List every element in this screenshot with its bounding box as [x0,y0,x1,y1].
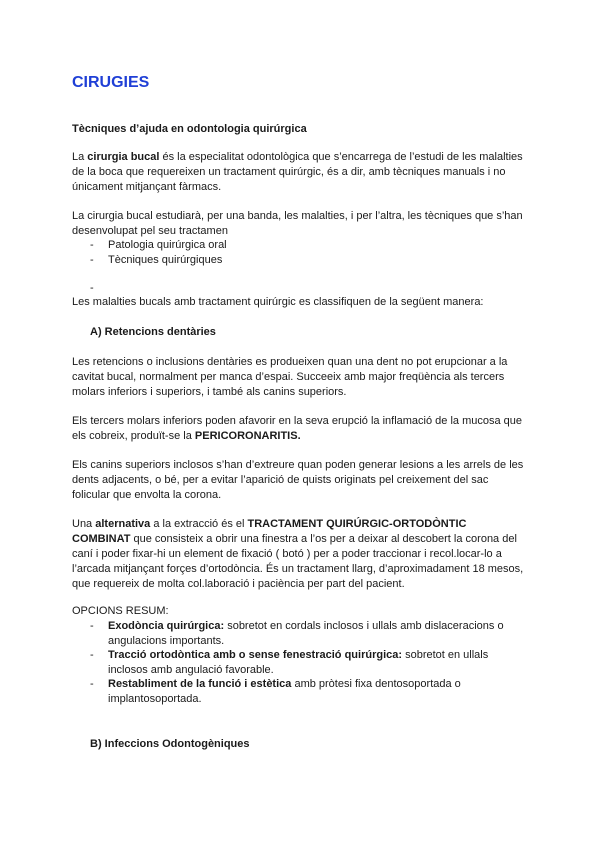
section-b-heading: B) Infeccions Odontogèniques [90,738,250,750]
p4-line-1: Les retencions o inclusions dentàries es produeixen quan una dent no pot erupcionar a la [72,356,508,368]
list-dash: - [90,254,94,266]
list-dash: - [90,649,94,661]
option-2-line-2: inclosos amb angulació favorable. [108,664,274,676]
p5-line-1: Els tercers molars inferiors poden afavorir en la seva erupció la inflamació de la mucosa que [72,415,522,427]
p4-line-3: molars inferiors i superiors, i també als canins superiors. [72,386,347,398]
p3: Les malalties bucals amb tractament quirúrgic es classifiquen de la següent manera: [72,296,484,308]
p6-line-3: folicular que envolta la corona. [72,489,222,501]
list-item: Tècniques quirúrgiques [108,254,223,266]
option-3: Restabliment de la funció i estètica amb pròtesi fixa dentosoportada o [108,678,461,690]
p7-line-1: Una alternativa a la extracció és el TRACTAMENT QUIRÚRGIC-ORTODÒNTIC [72,518,467,530]
opcions-title: OPCIONS RESUM: [72,605,169,617]
subtitle: Tècniques d’ajuda en odontologia quirúrgica [72,123,307,135]
list-dash: - [90,239,94,251]
p2-line-1: La cirurgia bucal estudiarà, per una banda, les malalties, i per l’altra, les tècniques que s’han [72,210,523,222]
p5-line-2: els cobreix, produït-se la PERICORONARITIS. [72,430,301,442]
p7-line-3: caní i poder fixar-hi un element de fixació ( botó ) per a poder traccionar i recol.locar-lo a [72,548,502,560]
option-1-line-2: angulacions importants. [108,635,225,647]
section-a-heading: A) Retencions dentàries [90,326,216,338]
option-1: Exodòncia quirúrgica: sobretot en cordals inclosos i ullals amb dislaceracions o [108,620,504,632]
p6-line-1: Els canins superiors inclosos s’han d’extreure quan poden generar lesions a les arrels de les [72,459,524,471]
intro-line-1: La cirurgia bucal és la especialitat odontològica que s’encarrega de l’estudi de les malalties [72,151,523,163]
list-dash: - [90,678,94,690]
list-item: Patologia quirúrgica oral [108,239,227,251]
page-title: CIRUGIES [72,74,150,91]
p2-line-2: desenvolupat pel seu tractamen [72,225,228,237]
intro-line-3: únicament mitjançant fàrmacs. [72,181,222,193]
option-3-line-2: implantosoportada. [108,693,202,705]
p7-line-2: COMBINAT que consisteix a obrir una finestra a l’os per a deixar al descobert la corona del [72,533,517,545]
list-dash: - [90,620,94,632]
empty-list-dash: - [90,282,94,294]
p4-line-2: cavitat bucal, normalment per manca d’espai. Succeeix amb major freqüència als tercers [72,371,505,383]
p6-line-2: dents adjacents, o bé, per a evitar l’aparició de quists originats pel creixement del sac [72,474,489,486]
intro-line-2: de la boca que requereixen un tractament quirúrgic, és a dir, amb tècniques manuals i no [72,166,506,178]
p7-line-5: que requereix de molta col.laboració i paciència per part del pacient. [72,578,405,590]
p7-line-4: l’arcada mitjançant forçes d’ortodòncia. És un tractament llarg, d’aproximadament 18 mesos, [72,563,524,575]
option-2: Tracció ortodòntica amb o sense fenestració quirúrgica: sobretot en ullals [108,649,489,661]
